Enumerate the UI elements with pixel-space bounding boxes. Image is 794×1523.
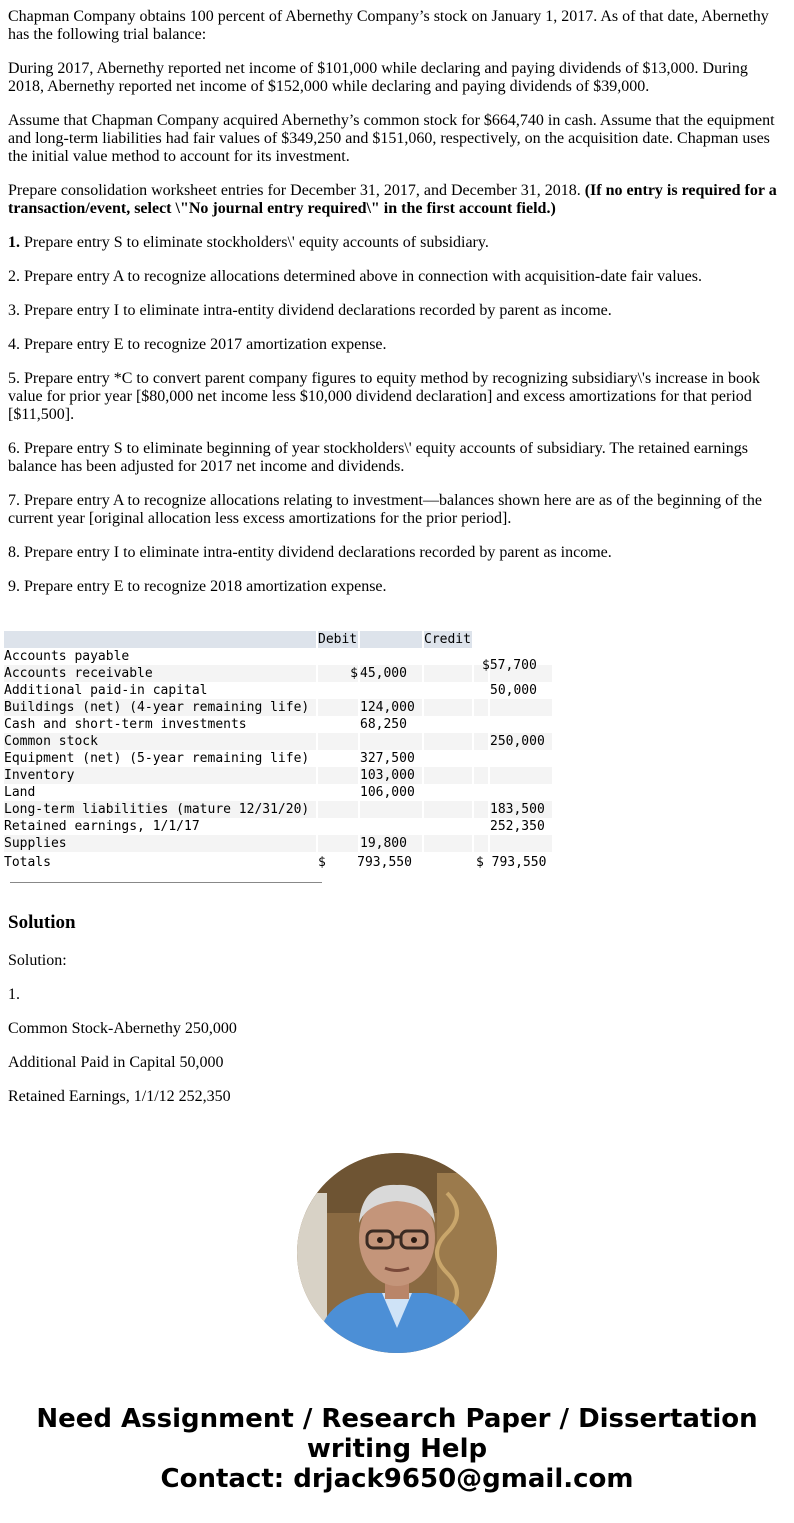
advertisement-banner xyxy=(0,1404,794,1494)
credit-value: 50,000 xyxy=(490,683,537,698)
account-name: Inventory xyxy=(4,767,316,784)
step-2: 2. Prepare entry A to recognize allocations determined above in connection with acquisition-date fair values. xyxy=(8,268,702,285)
ad-contact: Contact: drjack9650@gmail.com xyxy=(160,1464,634,1494)
income-paragraph: During 2017, Abernethy reported net income of $101,000 while declaring and paying dividends of $13,000. During 2018, Abernethy reported net income of $152,000 while declaring and paying dividends of $39,000. xyxy=(8,60,748,95)
credit-value xyxy=(490,784,552,801)
credit-pad xyxy=(424,699,472,716)
credit-value: 252,350 xyxy=(490,819,545,834)
instruction-note: (If no entry is required for a transaction/event, select \"No journal entry required\" in the first account field.) xyxy=(8,182,777,217)
credit-pad-2 xyxy=(474,716,488,733)
debit-value xyxy=(360,801,422,818)
table-row xyxy=(4,665,552,682)
credit-pad xyxy=(424,750,472,767)
table-row xyxy=(4,648,552,665)
trial-balance-table xyxy=(2,631,554,874)
table-row xyxy=(4,699,552,716)
debit-symbol xyxy=(318,835,358,852)
table-row xyxy=(4,682,552,699)
credit-pad-2 xyxy=(474,818,488,835)
account-name: Cash and short-term investments xyxy=(4,717,247,732)
step-4: 4. Prepare entry E to recognize 2017 amortization expense. xyxy=(8,336,387,353)
debit-symbol xyxy=(318,767,358,784)
credit-pad xyxy=(424,818,472,835)
assumption-paragraph: Assume that Chapman Company acquired Abernethy’s common stock for $664,740 in cash. Assume that the equipment and long-term liabilities had fair values of $349,250 and $151,060, respectively, on the acquisition date. Chapman uses the initial value method to account for its investment. xyxy=(8,112,775,165)
credit-value xyxy=(482,648,552,673)
credit-pad-2 xyxy=(474,835,488,852)
account-name: Land xyxy=(4,785,36,800)
debit-symbol xyxy=(318,699,358,716)
debit-value: 103,000 xyxy=(360,767,422,784)
credit-pad xyxy=(424,801,472,818)
credit-pad-2 xyxy=(474,750,488,767)
solution-line: Additional Paid in Capital 50,000 xyxy=(8,1054,224,1071)
credit-pad-2 xyxy=(474,733,488,750)
account-name: Retained earnings, 1/1/17 xyxy=(4,819,200,834)
totals-debit: $ 793,550 xyxy=(318,855,412,870)
account-name: Accounts payable xyxy=(4,649,130,664)
credit-value: 250,000 xyxy=(490,733,552,750)
debit-symbol: $ xyxy=(318,665,358,682)
debit-symbol xyxy=(318,801,358,818)
step-5: 5. Prepare entry *C to convert parent company figures to equity method by recognizing subsidiary\'s increase in book value for prior year [$80,000 net income less $10,000 dividend declaration] and excess amortizations for that period [$11,500]. xyxy=(8,370,761,423)
credit-value xyxy=(490,699,552,716)
solution-line: Common Stock-Abernethy 250,000 xyxy=(8,1020,237,1037)
credit-pad xyxy=(424,682,472,699)
step-1-text: Prepare entry S to eliminate stockholders\' equity accounts of subsidiary. xyxy=(20,234,489,251)
debit-value: 106,000 xyxy=(360,785,415,800)
credit-pad-2 xyxy=(474,767,488,784)
credit-pad xyxy=(424,716,472,733)
step-8: 8. Prepare entry I to eliminate intra-entity dividend declarations recorded by parent as income. xyxy=(8,544,612,561)
debit-symbol xyxy=(318,682,358,699)
solution-line: Retained Earnings, 1/1/12 252,350 xyxy=(8,1088,231,1105)
account-name: Buildings (net) (4-year remaining life) xyxy=(4,699,316,716)
step-3: 3. Prepare entry I to eliminate intra-entity dividend declarations recorded by parent as income. xyxy=(8,302,612,319)
table-row xyxy=(4,818,552,835)
table-row xyxy=(4,750,552,767)
totals-row xyxy=(4,852,552,874)
credit-header: Credit xyxy=(424,632,471,647)
header-gap xyxy=(474,631,488,648)
table-divider xyxy=(10,882,322,883)
table-row xyxy=(4,716,552,733)
debit-symbol xyxy=(318,648,358,665)
table-header xyxy=(4,631,552,648)
debit-symbol xyxy=(318,716,358,733)
account-header xyxy=(4,631,316,648)
credit-pad xyxy=(424,665,472,682)
credit-pad xyxy=(424,767,472,784)
debit-value xyxy=(360,733,422,750)
credit-pad xyxy=(424,648,472,665)
avatar xyxy=(297,1153,497,1353)
account-name: Additional paid-in capital xyxy=(4,683,208,698)
account-name: Equipment (net) (5-year remaining life) xyxy=(4,751,310,766)
step-9: 9. Prepare entry E to recognize 2018 amortization expense. xyxy=(8,578,387,595)
solution-label: Solution: xyxy=(8,952,67,969)
avatar-portrait xyxy=(297,1153,497,1353)
credit-pad-2 xyxy=(474,682,488,699)
totals-label: Totals xyxy=(4,855,51,870)
credit-value xyxy=(490,767,552,784)
debit-symbol xyxy=(318,733,358,750)
credit-text: $57,700 xyxy=(482,657,537,673)
credit-value xyxy=(490,835,552,852)
ad-line-1: Need Assignment / Research Paper / Dissertation xyxy=(36,1404,758,1434)
account-name: Supplies xyxy=(4,835,316,852)
debit-header: Debit xyxy=(318,632,358,647)
debit-value: 19,800 xyxy=(360,835,422,852)
header-spacer xyxy=(360,631,422,648)
account-name: Common stock xyxy=(4,733,316,750)
credit-pad xyxy=(424,784,472,801)
account-name: Accounts receivable xyxy=(4,665,316,682)
debit-value: 45,000 xyxy=(360,665,422,682)
header-gap-2 xyxy=(490,631,552,648)
debit-value xyxy=(360,648,422,665)
table-row xyxy=(4,835,552,852)
credit-pad-2 xyxy=(474,801,488,818)
table-row xyxy=(4,784,552,801)
step-1 xyxy=(8,234,783,252)
step-1-number: 1. xyxy=(8,234,20,251)
credit-value: 183,500 xyxy=(490,801,552,818)
solution-number: 1. xyxy=(8,986,20,1003)
intro-paragraph: Chapman Company obtains 100 percent of Abernethy Company’s stock on January 1, 2017. As of that date, Abernethy has the following trial balance: xyxy=(8,8,769,43)
credit-pad-2 xyxy=(474,784,488,801)
credit-value xyxy=(490,750,552,767)
debit-symbol xyxy=(318,750,358,767)
credit-pad xyxy=(424,835,472,852)
debit-value: 327,500 xyxy=(360,751,415,766)
solution-heading: Solution xyxy=(8,912,76,933)
debit-value xyxy=(360,682,422,699)
debit-symbol xyxy=(318,818,358,835)
step-7: 7. Prepare entry A to recognize allocations relating to investment—balances shown here are as of the beginning of the current year [original allocation less excess amortizations for the prior period]. xyxy=(8,492,762,527)
totals-credit: $ 793,550 xyxy=(476,855,547,870)
table-row xyxy=(4,767,552,784)
debit-symbol xyxy=(318,784,358,801)
debit-value: 68,250 xyxy=(360,717,407,732)
debit-value xyxy=(360,818,422,835)
table-row xyxy=(4,801,552,818)
credit-value xyxy=(490,716,552,733)
account-name: Long-term liabilities (mature 12/31/20) xyxy=(4,801,316,818)
instruction-paragraph xyxy=(8,182,783,218)
credit-pad xyxy=(424,733,472,750)
ad-line-2: writing Help xyxy=(306,1434,488,1464)
debit-value: 124,000 xyxy=(360,699,422,716)
instruction-text: Prepare consolidation worksheet entries for December 31, 2017, and December 31, 2018. xyxy=(8,182,585,199)
step-6: 6. Prepare entry S to eliminate beginning of year stockholders\' equity accounts of subsidiary. The retained earnings balance has been adjusted for 2017 net income and dividends. xyxy=(8,440,749,475)
table-row xyxy=(4,733,552,750)
credit-pad-2 xyxy=(474,699,488,716)
